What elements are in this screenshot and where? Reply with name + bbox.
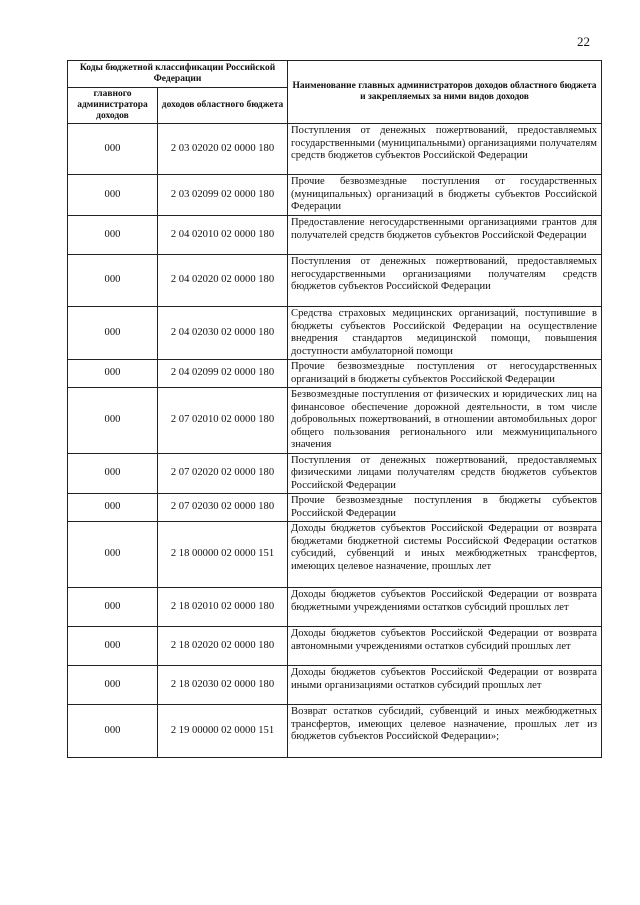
admin-code-cell: 000 [68,494,158,522]
income-code-cell: 2 04 02020 02 0000 180 [158,255,288,307]
admin-code-cell: 000 [68,307,158,360]
income-code-cell: 2 03 02020 02 0000 180 [158,124,288,175]
header-name: Наименование главных администраторов доходов областного бюджета и закрепляемых за ними видов доходов [288,61,602,124]
income-name-cell: Прочие безвозмездные поступления от государственных (муниципальных) организаций в бюджеты субъектов Российской Федерации [288,175,602,216]
table-row [68,124,602,175]
income-code-cell: 2 07 02010 02 0000 180 [158,388,288,454]
admin-code-cell: 000 [68,522,158,588]
income-code-cell: 2 04 02030 02 0000 180 [158,307,288,360]
admin-code-cell: 000 [68,360,158,388]
admin-code-cell: 000 [68,588,158,627]
income-name-cell: Доходы бюджетов субъектов Российской Федерации от возврата иными организациями остатков субсидий прошлых лет [288,666,602,705]
income-name-cell: Поступления от денежных пожертвований, предоставляемых негосударственными организациями получателям средств бюджетов субъектов Российской Федерации [288,255,602,307]
table-row [68,255,602,307]
income-code-cell: 2 07 02020 02 0000 180 [158,453,288,494]
income-name-cell: Безвозмездные поступления от физических и юридических лиц на финансовое обеспечение дорожной деятельности, в том числе добровольных пожертвований, в отношении автомобильных дорог общего пользования регионального или межмуниципального значения [288,388,602,454]
table-row [68,666,602,705]
header-income: доходов областного бюджета [158,88,288,124]
table-row [68,307,602,360]
admin-code-cell: 000 [68,666,158,705]
income-code-cell: 2 18 00000 02 0000 151 [158,522,288,588]
admin-code-cell: 000 [68,124,158,175]
income-code-cell: 2 18 02030 02 0000 180 [158,666,288,705]
table-row [68,588,602,627]
income-code-cell: 2 04 02099 02 0000 180 [158,360,288,388]
table-row [68,522,602,588]
income-name-cell: Поступления от денежных пожертвований, предоставляемых физическими лицами получателям средств бюджетов субъектов Российской Федерации [288,453,602,494]
income-name-cell: Прочие безвозмездные поступления от негосударственных организаций в бюджеты субъектов Российской Федерации [288,360,602,388]
income-name-cell: Поступления от денежных пожертвований, предоставляемых государственными (муниципальными) организациями получателям средств бюджетов субъектов Российской Федерации [288,124,602,175]
income-code-cell: 2 18 02020 02 0000 180 [158,627,288,666]
admin-code-cell: 000 [68,216,158,255]
table-row [68,494,602,522]
income-name-cell: Доходы бюджетов субъектов Российской Федерации от возврата автономными учреждениями остатков субсидий прошлых лет [288,627,602,666]
income-name-cell: Прочие безвозмездные поступления в бюджеты субъектов Российской Федерации [288,494,602,522]
income-name-cell: Предоставление негосударственными организациями грантов для получателей средств бюджетов субъектов Российской Федерации [288,216,602,255]
admin-code-cell: 000 [68,705,158,758]
income-name-cell: Средства страховых медицинских организаций, поступившие в бюджеты субъектов Российской Федерации на осуществление внедрения стандартов медицинской помощи, повышения доступности амбулаторной помощи [288,307,602,360]
income-code-cell: 2 19 00000 02 0000 151 [158,705,288,758]
page-number: 22 [577,34,590,49]
table-row [68,705,602,758]
table-row [68,216,602,255]
header-codes: Коды бюджетной классификации Российской Федерации [68,61,288,88]
admin-code-cell: 000 [68,255,158,307]
income-code-cell: 2 03 02099 02 0000 180 [158,175,288,216]
income-name-cell: Доходы бюджетов субъектов Российской Федерации от возврата бюджетами бюджетной системы Российской Федерации остатков субсидий, субвенций и иных межбюджетных трансфертов, имеющих целевое назначение, прошлых лет [288,522,602,588]
income-code-cell: 2 07 02030 02 0000 180 [158,494,288,522]
income-name-cell: Возврат остатков субсидий, субвенций и иных межбюджетных трансфертов, имеющих целевое назначение, прошлых лет из бюджетов субъектов Российской Федерации»; [288,705,602,758]
income-code-cell: 2 18 02010 02 0000 180 [158,588,288,627]
budget-classification-table [67,60,602,758]
table-row [68,388,602,454]
table-row [68,627,602,666]
income-name-cell: Доходы бюджетов субъектов Российской Федерации от возврата бюджетными учреждениями остатков субсидий прошлых лет [288,588,602,627]
admin-code-cell: 000 [68,388,158,454]
admin-code-cell: 000 [68,627,158,666]
table-row [68,175,602,216]
admin-code-cell: 000 [68,453,158,494]
income-code-cell: 2 04 02010 02 0000 180 [158,216,288,255]
admin-code-cell: 000 [68,175,158,216]
header-admin: главного администратора доходов [68,88,158,124]
table-row [68,453,602,494]
table-row [68,360,602,388]
